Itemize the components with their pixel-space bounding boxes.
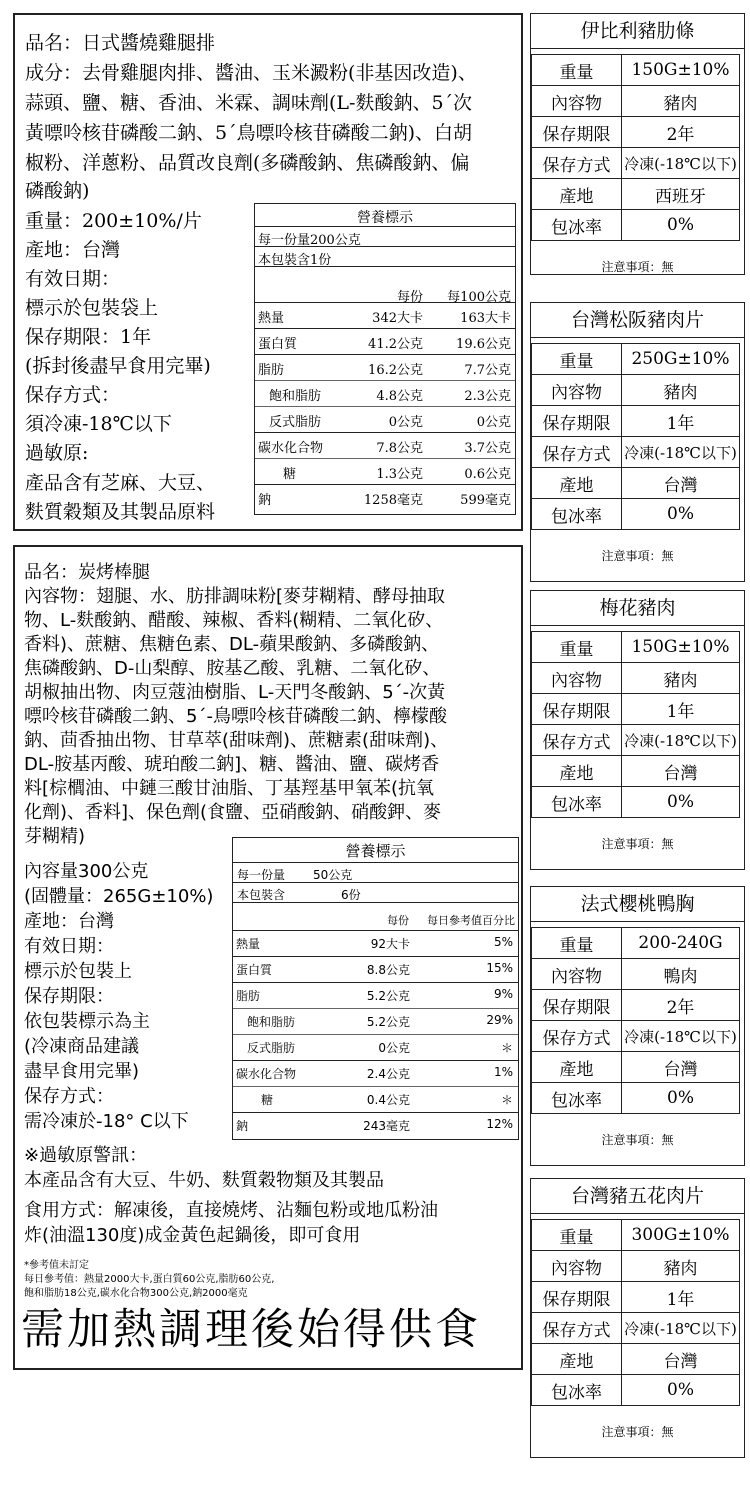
- nutrition-row: [255, 458, 515, 484]
- nutrient-per-serving: 16.2公克: [368, 363, 423, 378]
- p2-line: 焦磷酸鈉、D-山梨醇、胺基乙酸、乳糖、二氧化矽、: [24, 658, 441, 679]
- nutrient-per-serving: 1.3公克: [376, 467, 423, 482]
- nutrient-secondary: ＊: [500, 1093, 513, 1107]
- heating-warning: 需加熱調理後始得供食: [21, 1305, 481, 1355]
- nutrition-row: [233, 956, 518, 982]
- nutrient-per-serving: 92大卡: [370, 937, 410, 951]
- nutrition-title: 營養標示: [345, 842, 406, 860]
- spec-value-ice: 0%: [622, 210, 740, 241]
- spec-value-shelf: 2年: [622, 990, 740, 1021]
- nutrition-row: [255, 406, 515, 432]
- spec-label-ice: 包冰率: [532, 787, 622, 818]
- spec-label-ice: 包冰率: [532, 1375, 622, 1406]
- p1-line: 保存期限：1年: [25, 326, 152, 348]
- nutrient-secondary: ＊: [500, 1041, 513, 1055]
- p2-side-line: 需冷凍於-18° C以下: [24, 1111, 189, 1132]
- nutrient-per-serving: 5.2公克: [366, 989, 410, 1003]
- spec-label-origin: 產地: [532, 468, 622, 499]
- p1-line: 保存方式：: [25, 384, 121, 406]
- spec-value-shelf: 2年: [622, 117, 740, 148]
- p2-side-line: 依包裝標示為主: [24, 1011, 150, 1032]
- spec-label-weight: 重量: [532, 344, 622, 375]
- nutrient-per-serving: 0.4公克: [366, 1093, 410, 1107]
- spec-panel: [530, 1178, 745, 1458]
- p1-line: 麩質穀類及其製品原料: [25, 501, 216, 523]
- p1-line: 椒粉、洋蔥粉、品質改良劑(多磷酸鈉、焦磷酸鈉、偏: [25, 152, 470, 174]
- p2-line: 香料)、蔗糖、焦糖色素、DL-蘋果酸鈉、多磷酸鈉、: [24, 634, 440, 655]
- spec-note: 注意事項：無: [601, 1425, 674, 1439]
- spec-label-content: 內容物: [532, 375, 622, 406]
- footnote: *參考值未訂定: [24, 1260, 89, 1271]
- nutrient-secondary: 29%: [486, 1013, 513, 1027]
- p1-line: 標示於包裝袋上: [25, 297, 159, 319]
- nutrient-secondary: 163大卡: [460, 311, 511, 326]
- p2-line: 物、L-麩酸鈉、醋酸、辣椒、香料(糊精、二氧化矽、: [24, 610, 444, 631]
- nutrition-title: 營養標示: [357, 210, 413, 226]
- nutrient-secondary: 599毫克: [460, 493, 511, 508]
- spec-value-storage: 冷凍(-18℃以下): [622, 437, 740, 468]
- nutrition-row: [233, 930, 518, 956]
- spec-value-weight: 150G±10%: [622, 55, 740, 86]
- spec-label-content: 內容物: [532, 86, 622, 117]
- spec-label-origin: 產地: [532, 756, 622, 787]
- nutrient-name: 反式脂肪: [269, 415, 322, 430]
- p1-line: 黃嘌呤核苷磷酸二鈉、5ˊ鳥嘌呤核苷磷酸二鈉)、白胡: [25, 122, 473, 144]
- nutrient-name: 碳水化合物: [236, 1067, 297, 1081]
- nutrient-name: 脂肪: [258, 363, 285, 378]
- nutrient-per-serving: 1258毫克: [363, 493, 423, 508]
- spec-label-weight: 重量: [532, 1220, 622, 1251]
- spec-title: 台灣豬五花肉片: [531, 1179, 744, 1214]
- nutrient-per-serving: 5.2公克: [366, 1015, 410, 1029]
- spec-label-content: 內容物: [532, 663, 622, 694]
- nutrient-name: 反式脂肪: [247, 1041, 296, 1055]
- footnote: 飽和脂肪18公克,碳水化合物300公克,鈉2000毫克: [24, 1288, 248, 1299]
- spec-label-weight: 重量: [532, 55, 622, 86]
- spec-label-storage: 保存方式: [532, 1021, 622, 1052]
- spec-label-storage: 保存方式: [532, 1313, 622, 1344]
- spec-value-ice: 0%: [622, 499, 740, 530]
- p2-allergen-line: ※過敏原警訊：: [24, 1145, 148, 1166]
- nutrient-secondary: 7.7公克: [464, 363, 511, 378]
- p2-line: 嘌呤核苷磷酸二鈉、5ˊ-鳥嘌呤核苷磷酸二鈉、檸檬酸: [24, 706, 447, 727]
- p2-usage-line: 食用方式：解凍後，直接燒烤、沾麵包粉或地瓜粉油: [24, 1200, 438, 1221]
- spec-label-ice: 包冰率: [532, 499, 622, 530]
- nutrient-name: 飽和脂肪: [269, 389, 322, 404]
- spec-title: 法式櫻桃鴨胸: [531, 887, 744, 922]
- nutrient-secondary: 12%: [486, 1117, 513, 1131]
- nutrient-name: 鈉: [258, 493, 272, 508]
- nutrition-row: [233, 1086, 518, 1112]
- spec-label-content: 內容物: [532, 1251, 622, 1282]
- p1-line: 蒜頭、鹽、糖、香油、米霖、調味劑(L-麩酸鈉、5ˊ次: [25, 92, 473, 114]
- spec-title: 梅花豬肉: [531, 591, 744, 626]
- spec-value-content: 豬肉: [622, 1251, 740, 1282]
- nutrient-name: 蛋白質: [258, 337, 298, 352]
- serving-size-label: 每一份量: [237, 868, 286, 882]
- p2-line: 化劑)、香料]、保色劑(食鹽、亞硝酸鈉、硝酸鉀、麥: [24, 802, 442, 823]
- spec-panel: [530, 886, 745, 1166]
- nutrient-secondary: 15%: [486, 961, 513, 975]
- spec-value-weight: 150G±10%: [622, 632, 740, 663]
- servings-label: 本包裝含: [237, 888, 286, 902]
- serving-size-value: 50公克: [313, 868, 353, 882]
- spec-value-shelf: 1年: [622, 1282, 740, 1313]
- spec-value-shelf: 1年: [622, 694, 740, 725]
- col-per-serving: 每份: [396, 290, 423, 305]
- nutrient-name: 熱量: [236, 937, 261, 951]
- nutrient-secondary: 0.6公克: [464, 467, 511, 482]
- p1-line: 須冷凍-18℃以下: [25, 413, 172, 435]
- nutrient-per-serving: 243毫克: [363, 1119, 410, 1133]
- spec-value-storage: 冷凍(-18℃以下): [622, 1313, 740, 1344]
- spec-panel: [530, 302, 745, 582]
- spec-panel: [530, 590, 745, 870]
- nutrient-secondary: 1%: [493, 1065, 513, 1079]
- spec-value-content: 鴨肉: [622, 959, 740, 990]
- nutrient-name: 糖: [283, 467, 297, 482]
- nutrient-name: 糖: [261, 1093, 274, 1107]
- spec-value-origin: 台灣: [622, 1344, 740, 1375]
- nutrition-row: [233, 982, 518, 1008]
- spec-label-shelf: 保存期限: [532, 1282, 622, 1313]
- p1-line: 品名：日式醬燒雞腿排: [25, 32, 216, 54]
- nutrient-per-serving: 8.8公克: [366, 963, 410, 977]
- nutrition-row: [255, 302, 515, 328]
- nutrition-row: [255, 380, 515, 406]
- serving-size: 每一份量200公克: [258, 233, 361, 248]
- p2-side-line: 內容量300公克: [24, 861, 149, 882]
- nutrition-row: [233, 1008, 518, 1034]
- p2-side-line: (冷凍商品建議: [24, 1036, 140, 1057]
- nutrient-per-serving: 0公克: [378, 1041, 410, 1055]
- spec-value-shelf: 1年: [622, 406, 740, 437]
- nutrient-per-serving: 41.2公克: [368, 337, 423, 352]
- col-per-serving: 每份: [387, 914, 409, 927]
- spec-value-content: 豬肉: [622, 663, 740, 694]
- nutrition-row: [233, 1060, 518, 1086]
- p2-side-line: 標示於包裝上: [24, 961, 132, 982]
- p2-side-line: 保存期限：: [24, 986, 114, 1007]
- p2-side-line: 產地：台灣: [24, 911, 114, 932]
- footnote: 每日參考值：熱量2000大卡,蛋白質60公克,脂肪60公克,: [24, 1274, 275, 1285]
- p2-side-line: 保存方式：: [24, 1086, 114, 1107]
- spec-label-origin: 產地: [532, 179, 622, 210]
- spec-label-shelf: 保存期限: [532, 694, 622, 725]
- p2-line: 料[棕櫚油、中鏈三酸甘油脂、丁基羥基甲氧苯(抗氧: [24, 778, 435, 799]
- nutrient-name: 熱量: [258, 311, 285, 326]
- p2-usage-line: 炸(油溫130度)成金黃色起鍋後，即可食用: [24, 1225, 361, 1246]
- nutrient-per-serving: 2.4公克: [366, 1067, 410, 1081]
- spec-label-storage: 保存方式: [532, 725, 622, 756]
- nutrition-table: [232, 837, 519, 1140]
- spec-value-weight: 300G±10%: [622, 1220, 740, 1251]
- spec-label-ice: 包冰率: [532, 210, 622, 241]
- spec-label-origin: 產地: [532, 1344, 622, 1375]
- spec-value-ice: 0%: [622, 1375, 740, 1406]
- spec-label-storage: 保存方式: [532, 148, 622, 179]
- spec-label-shelf: 保存期限: [532, 990, 622, 1021]
- p2-line: 內容物：翅腿、水、肪排調味粉[麥芽糊精、酵母抽取: [24, 586, 446, 607]
- spec-value-origin: 台灣: [622, 1052, 740, 1083]
- spec-value-storage: 冷凍(-18℃以下): [622, 725, 740, 756]
- spec-value-storage: 冷凍(-18℃以下): [622, 1021, 740, 1052]
- p2-line: 鈉、茴香抽出物、甘草萃(甜味劑)、蔗糖素(甜味劑)、: [24, 730, 449, 751]
- nutrient-per-serving: 7.8公克: [376, 441, 423, 456]
- spec-value-weight: 250G±10%: [622, 344, 740, 375]
- spec-value-origin: 台灣: [622, 756, 740, 787]
- nutrient-name: 鈉: [236, 1119, 249, 1133]
- p2-line: 品名：炭烤棒腿: [24, 562, 150, 583]
- p2-side-line: 有效日期：: [24, 936, 114, 957]
- spec-label-content: 內容物: [532, 959, 622, 990]
- nutrient-secondary: 3.7公克: [464, 441, 511, 456]
- spec-value-ice: 0%: [622, 787, 740, 818]
- p2-line: 胡椒抽出物、肉豆蔻油樹脂、L-天門冬酸鈉、5ˊ-次黃: [24, 682, 446, 703]
- nutrient-per-serving: 342大卡: [372, 311, 423, 326]
- nutrition-row: [255, 432, 515, 458]
- p2-line: DL-胺基丙酸、琥珀酸二鈉]、糖、醬油、鹽、碳烤香: [24, 754, 440, 775]
- nutrition-row: [233, 1112, 518, 1138]
- nutrient-name: 碳水化合物: [258, 441, 324, 456]
- nutrient-name: 蛋白質: [236, 963, 273, 977]
- spec-label-shelf: 保存期限: [532, 406, 622, 437]
- p1-line: 成分：去骨雞腿肉排、醬油、玉米澱粉(非基因改造)、: [25, 62, 477, 84]
- nutrient-secondary: 9%: [493, 987, 513, 1001]
- nutrient-secondary: 0公克: [476, 415, 511, 430]
- spec-label-shelf: 保存期限: [532, 117, 622, 148]
- p2-side-line: (固體量：265G±10%): [24, 886, 214, 907]
- spec-label-storage: 保存方式: [532, 437, 622, 468]
- nutrient-secondary: 2.3公克: [464, 389, 511, 404]
- p1-line: 過敏原:: [25, 442, 89, 464]
- p1-line: 重量：200±10%/片: [25, 210, 202, 232]
- p1-line: 磷酸鈉): [25, 180, 90, 202]
- servings-per-pack: 本包裝含1份: [258, 253, 332, 268]
- col-daily-value: 每日參考值百分比: [427, 914, 515, 927]
- spec-value-content: 豬肉: [622, 375, 740, 406]
- spec-value-origin: 西班牙: [622, 179, 740, 210]
- p1-line: 產地：台灣: [25, 239, 121, 261]
- nutrient-per-serving: 0公克: [388, 415, 423, 430]
- spec-title: 伊比利豬肋條: [531, 14, 744, 49]
- spec-panel: [530, 13, 745, 275]
- spec-title: 台灣松阪豬肉片: [531, 303, 744, 338]
- nutrient-per-serving: 4.8公克: [376, 389, 423, 404]
- p2-allergen-line: 本產品含有大豆、牛奶、麩質穀物類及其製品: [24, 1170, 384, 1191]
- nutrient-secondary: 19.6公克: [456, 337, 511, 352]
- nutrient-secondary: 5%: [493, 935, 513, 949]
- nutrition-row: [255, 484, 515, 510]
- spec-note: 注意事項：無: [601, 837, 674, 851]
- col-per-100g: 每100公克: [447, 290, 511, 305]
- spec-value-storage: 冷凍(-18℃以下): [622, 148, 740, 179]
- servings-value: 6份: [341, 888, 361, 902]
- p2-side-line: 盡早食用完畢): [24, 1061, 140, 1082]
- p1-line: 產品含有芝麻、大豆、: [25, 472, 216, 494]
- product-label-grilled-drumstick: [13, 545, 523, 1370]
- p2-line: 芽糊精): [24, 826, 86, 847]
- nutrition-table: [254, 203, 516, 515]
- spec-value-origin: 台灣: [622, 468, 740, 499]
- spec-value-weight: 200-240G: [622, 928, 740, 959]
- nutrient-name: 脂肪: [236, 989, 261, 1003]
- spec-label-origin: 產地: [532, 1052, 622, 1083]
- product-label-chicken-thigh: [13, 13, 523, 531]
- spec-note: 注意事項：無: [601, 549, 674, 563]
- spec-value-ice: 0%: [622, 1083, 740, 1114]
- spec-note: 注意事項：無: [601, 1133, 674, 1147]
- spec-note: 注意事項：無: [601, 260, 674, 274]
- nutrition-row: [255, 354, 515, 380]
- spec-label-weight: 重量: [532, 928, 622, 959]
- spec-label-ice: 包冰率: [532, 1083, 622, 1114]
- p1-line: 有效日期：: [25, 268, 121, 290]
- spec-label-weight: 重量: [532, 632, 622, 663]
- spec-value-content: 豬肉: [622, 86, 740, 117]
- p1-line: (拆封後盡早食用完畢): [25, 355, 211, 377]
- nutrition-row: [255, 328, 515, 354]
- nutrition-row: [233, 1034, 518, 1060]
- nutrient-name: 飽和脂肪: [247, 1015, 296, 1029]
